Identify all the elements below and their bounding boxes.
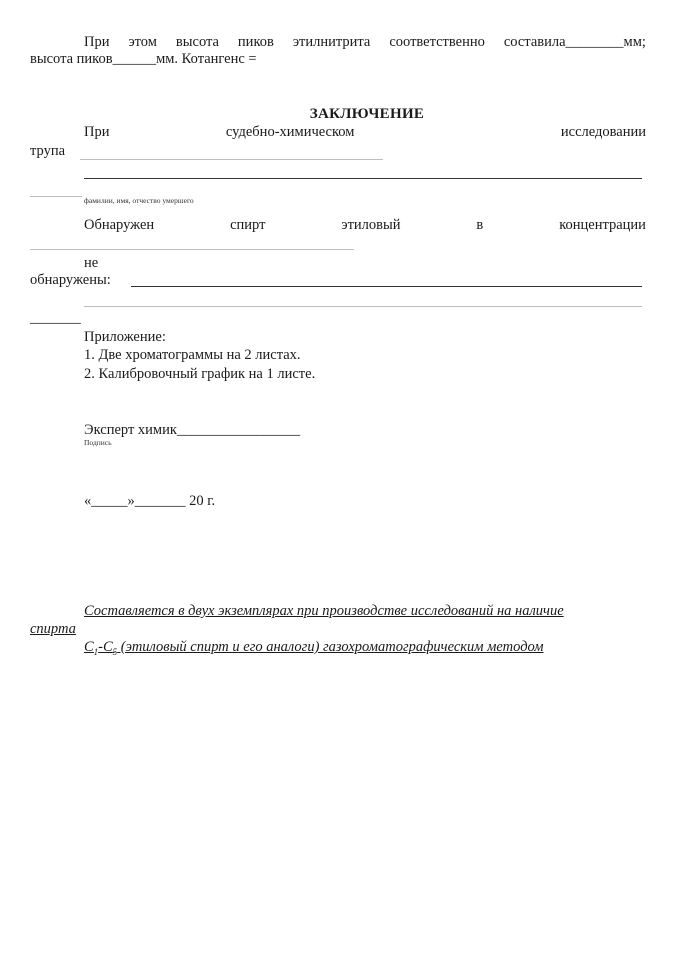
conclusion-line-1 <box>84 124 646 141</box>
short-blank-line <box>30 196 82 197</box>
note-dash: -C <box>98 639 113 655</box>
not-found-fill-line-2 <box>84 306 642 307</box>
note-line-2: спирта <box>30 621 76 637</box>
blank-line <box>84 178 642 179</box>
found-line <box>84 217 646 234</box>
conclusion-word: судебно-химическом <box>225 124 355 140</box>
appendix-item: 1. Две хроматограммы на 2 листах. <box>84 347 301 363</box>
not-found-tail: _______ <box>30 310 81 326</box>
conclusion-title: ЗАКЛЮЧЕНИЕ <box>309 106 425 122</box>
conclusion-word: исследовании <box>560 124 646 140</box>
found-word: в <box>476 217 484 233</box>
appendix-item: 2. Калибровочный график на 1 листе. <box>84 366 316 382</box>
intro-word: пиков <box>237 34 274 50</box>
found-word: Обнаружен <box>84 217 155 233</box>
appendix-heading: Приложение: <box>84 329 166 345</box>
note-line-1: Составляется в двух экземплярах при производстве исследований на наличие <box>84 603 564 619</box>
note-c5-sub: 5 <box>112 646 118 657</box>
name-caption: фамилии, имя, отчество умершего <box>84 196 194 205</box>
intro-word: При <box>84 34 110 50</box>
intro-word: этом <box>128 34 157 50</box>
found-word: спирт <box>230 217 266 233</box>
note-line-3-rest: (этиловый спирт и его аналоги) газохроматографическим методом <box>117 639 544 655</box>
note-c1: C <box>84 639 94 655</box>
not-found-word: не <box>84 255 99 271</box>
not-found-fill-line <box>131 286 642 287</box>
intro-line-1 <box>84 34 646 51</box>
intro-word: составила________мм; <box>503 34 646 50</box>
note-line-3 <box>84 639 544 657</box>
expert-signature-line: Эксперт химик_________________ <box>84 422 301 438</box>
date-line: «_____»_______ 20 г. <box>84 493 216 509</box>
signature-caption: Подпись <box>84 438 112 447</box>
found-word: этиловый <box>341 217 401 233</box>
intro-word: высота <box>175 34 219 50</box>
concentration-fill-line <box>30 249 354 250</box>
intro-word: этилнитрита <box>292 34 371 50</box>
found-word: концентрации <box>559 217 646 233</box>
corpse-name-fill-line <box>80 159 383 160</box>
not-found-label: обнаружены: <box>30 272 111 288</box>
intro-word: соответственно <box>389 34 485 50</box>
conclusion-word: При <box>84 124 110 140</box>
corpse-label: трупа <box>30 143 66 159</box>
intro-line-2: высота пиков______мм. Котангенс = <box>30 51 257 67</box>
note-c1-sub: 1 <box>93 646 99 657</box>
